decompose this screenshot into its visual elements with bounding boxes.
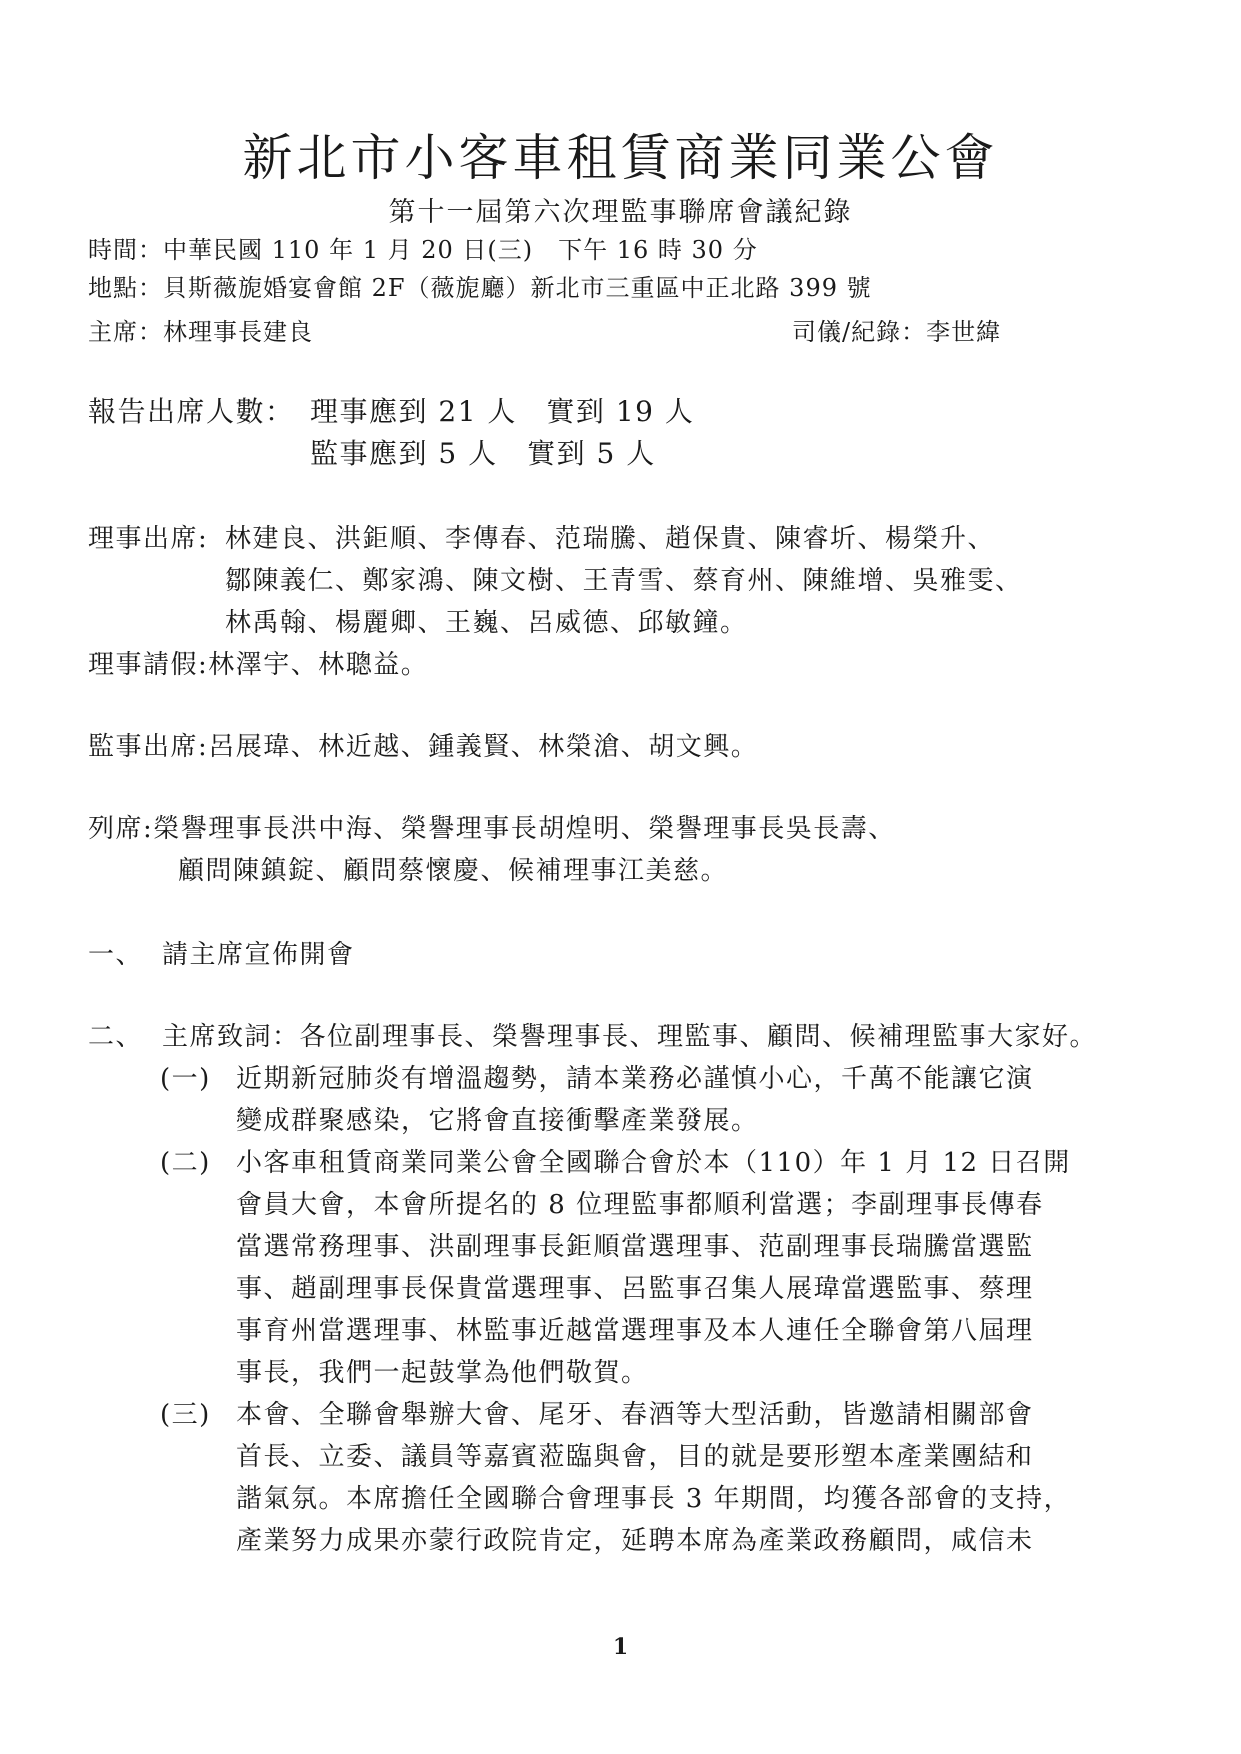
subitem-number: (一) <box>160 1064 211 1094</box>
document-subtitle: 第十一屆第六次理監事聯席會議紀錄 <box>388 197 853 228</box>
observers-line: 列席:榮譽理事長洪中海、榮譽理事長胡煌明、榮譽理事長吳長壽、 <box>88 814 896 844</box>
subitem-number: (三) <box>160 1400 211 1430</box>
meeting-time: 時間：中華民國 110 年 1 月 20 日(三) 下午 16 時 30 分 <box>88 236 758 264</box>
attendance-label: 報告出席人數： <box>88 395 295 428</box>
subitem-line: 小客車租賃商業同業公會全國聯合會於本（110）年 1 月 12 日召開 <box>236 1148 1071 1178</box>
document-title: 新北市小客車租賃商業同業公會 <box>242 129 999 187</box>
subitem-line: 事、趙副理事長保貴當選理事、呂監事召集人展瑋當選監事、蔡理 <box>236 1274 1034 1304</box>
meeting-chair: 主席：林理事長建良 <box>88 318 313 346</box>
subitem-line: 本會、全聯會舉辦大會、尾牙、春酒等大型活動，皆邀請相關部會 <box>236 1400 1034 1430</box>
page-number: 1 <box>612 1634 629 1660</box>
observers-line: 顧問陳鎮錠、顧問蔡懷慶、候補理事江美慈。 <box>178 856 729 886</box>
subitem-line: 事長，我們一起鼓掌為他們敬賀。 <box>236 1358 649 1388</box>
subitem-line: 首長、立委、議員等嘉賓蒞臨與會，目的就是要形塑本產業團結和 <box>236 1442 1034 1472</box>
attendance-directors: 理事應到 21 人 實到 19 人 <box>310 395 695 428</box>
directors-present-line: 林建良、洪鉅順、李傳春、范瑞騰、趙保貴、陳睿圻、楊榮升、 <box>225 524 996 554</box>
subitem-line: 近期新冠肺炎有增溫趨勢，請本業務必謹慎小心，千萬不能讓它演 <box>236 1064 1034 1094</box>
subitem-line: 會員大會，本會所提名的 8 位理監事都順利當選；李副理事長傳春 <box>236 1190 1044 1220</box>
directors-present-line: 鄒陳義仁、鄭家鴻、陳文樹、王青雪、蔡育州、陳維增、吳雅雯、 <box>225 566 1023 596</box>
agenda-item-text: 主席致詞：各位副理事長、榮譽理事長、理監事、顧問、候補理監事大家好。 <box>162 1022 1098 1052</box>
agenda-item-number: 二、 <box>88 1022 144 1052</box>
directors-leave: 理事請假:林澤宇、林聰益。 <box>88 650 429 680</box>
subitem-line: 事育州當選理事、林監事近越當選理事及本人連任全聯會第八屆理 <box>236 1316 1034 1346</box>
subitem-line: 當選常務理事、洪副理事長鉅順當選理事、范副理事長瑞騰當選監 <box>236 1232 1034 1262</box>
subitem-line: 諧氣氛。本席擔任全國聯合會理事長 3 年期間，均獲各部會的支持， <box>236 1484 1072 1514</box>
supervisors-present: 監事出席:呂展瑋、林近越、鍾義賢、林榮滄、胡文興。 <box>88 732 759 762</box>
subitem-number: (二) <box>160 1148 211 1178</box>
directors-present-label: 理事出席: <box>88 524 209 554</box>
subitem-line: 產業努力成果亦蒙行政院肯定，延聘本席為產業政務顧問，咸信未 <box>236 1526 1034 1556</box>
subitem-line: 變成群聚感染，它將會直接衝擊產業發展。 <box>236 1106 759 1136</box>
agenda-item-number: 一、 <box>88 940 144 970</box>
directors-present-line: 林禹翰、楊麗卿、王巍、呂威德、邱敏鐘。 <box>225 608 748 638</box>
attendance-supervisors: 監事應到 5 人 實到 5 人 <box>310 437 656 470</box>
agenda-item-text: 請主席宣佈開會 <box>162 940 355 970</box>
meeting-recorder: 司儀/紀錄：李世緯 <box>792 318 1002 346</box>
meeting-place: 地點：貝斯薇旎婚宴會館 2F（薇旎廳）新北市三重區中正北路 399 號 <box>88 274 872 302</box>
